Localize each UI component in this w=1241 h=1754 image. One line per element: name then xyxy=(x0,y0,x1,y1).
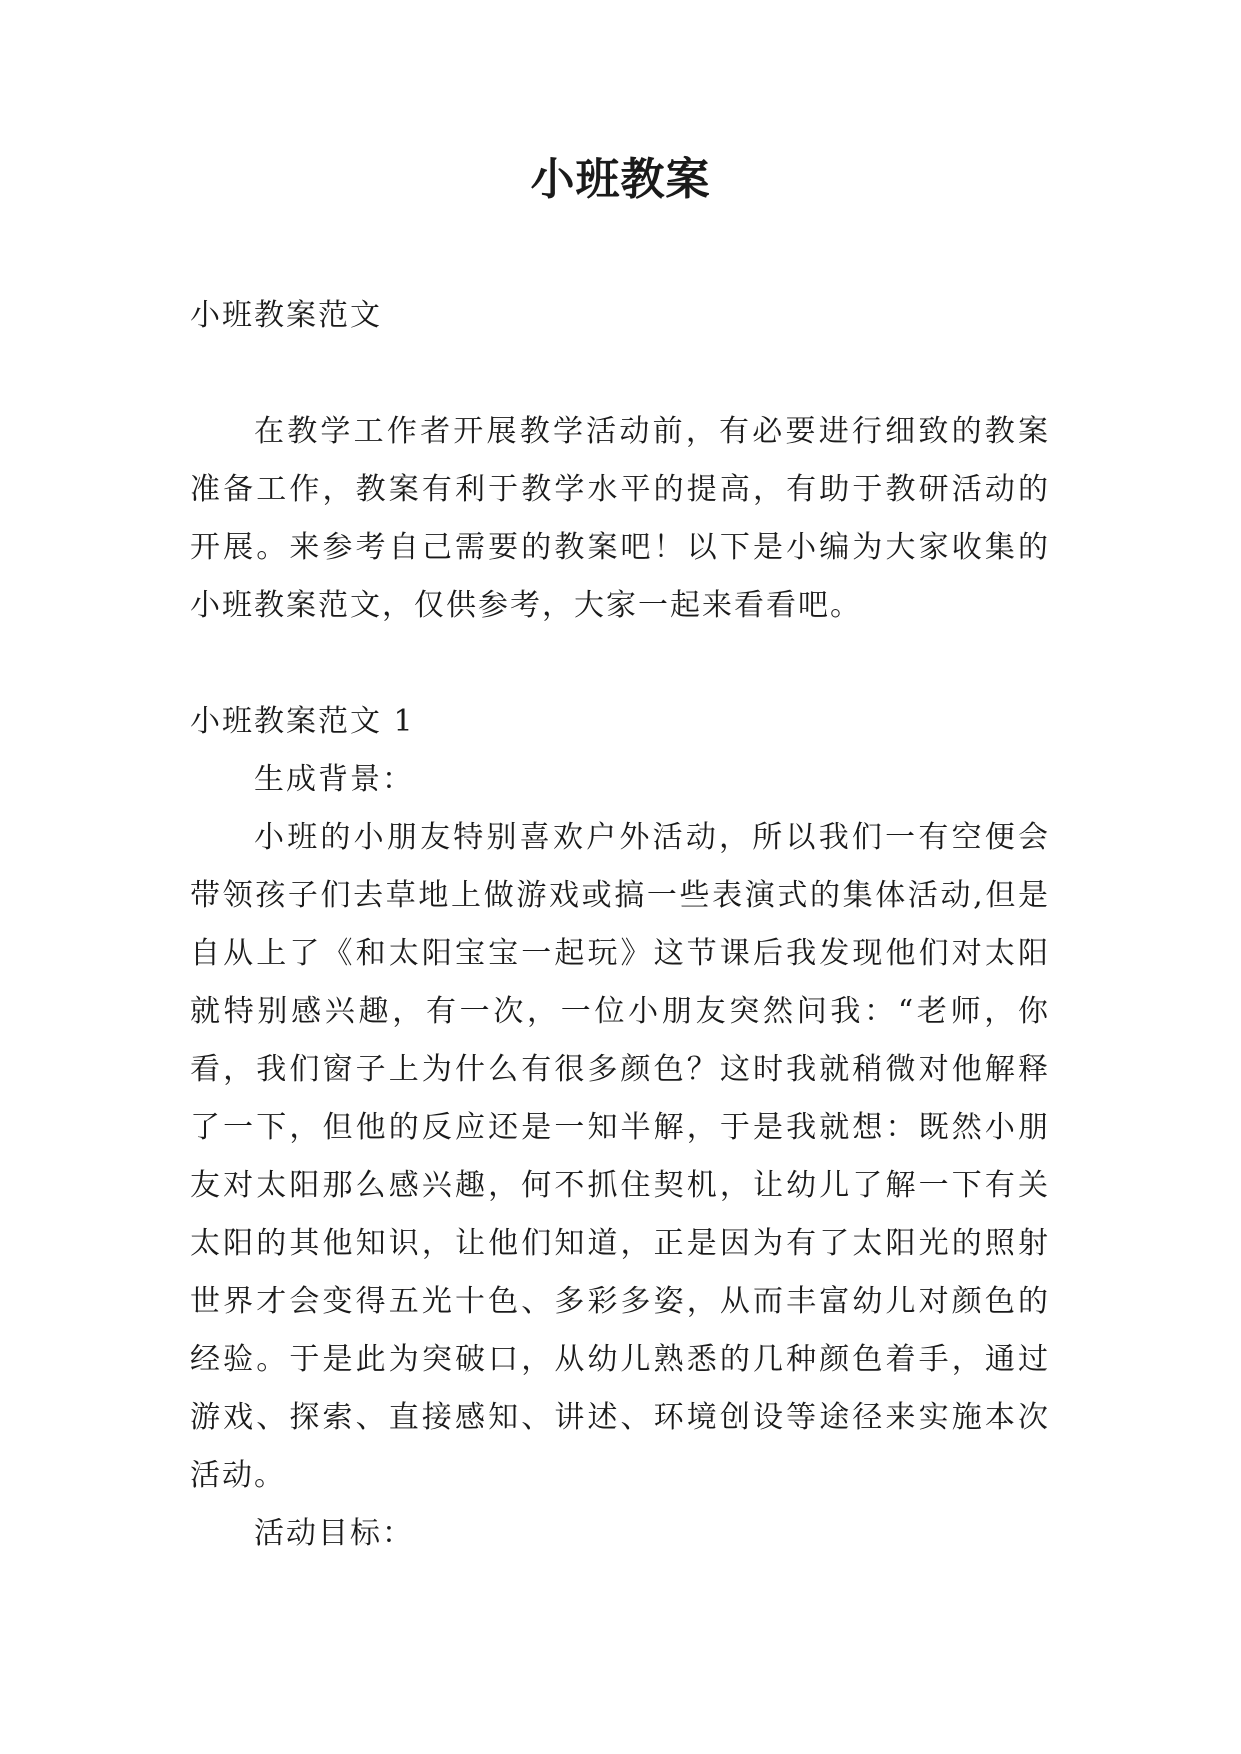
section-heading: 小班教案范文 1 xyxy=(190,704,415,739)
background-paragraph: 小班的小朋友特别喜欢户外活动，所以我们一有空便会带领孩子们去草地上做游戏或搞一些表演式的集体活动,但是自从上了《和太阳宝宝一起玩》这节课后我发现他们对太阳就特别感兴趣，有一次，一位小朋友突然问我：“老师，你看，我们窗子上为什么有很多颜色？这时我就稍微对他解释了一下，但他的反应还是一知半解，于是我就想：既然小朋友对太阳那么感兴趣，何不抓住契机，让幼儿了解一下有关太阳的其他知识，让他们知道，正是因为有了太阳光的照射世界才会变得五光十色、多彩多姿，从而丰富幼儿对颜色的经验。于是此为突破口，从幼儿熟悉的几种颜色着手，通过游戏、探索、直接感知、讲述、环境创设等途径来实施本次活动。 xyxy=(190,820,1050,1493)
intro-paragraph: 在教学工作者开展教学活动前，有必要进行细致的教案准备工作，教案有利于教学水平的提高，有助于教研活动的开展。来参考自己需要的教案吧！以下是小编为大家收集的小班教案范文，仅供参考，大家一起来看看吧。 xyxy=(190,414,1050,623)
background-label: 生成背景： xyxy=(254,762,414,797)
document-title: 小班教案 xyxy=(530,154,711,205)
goals-label: 活动目标： xyxy=(254,1516,414,1551)
subtitle: 小班教案范文 xyxy=(190,298,382,333)
document-body xyxy=(190,287,1050,1563)
